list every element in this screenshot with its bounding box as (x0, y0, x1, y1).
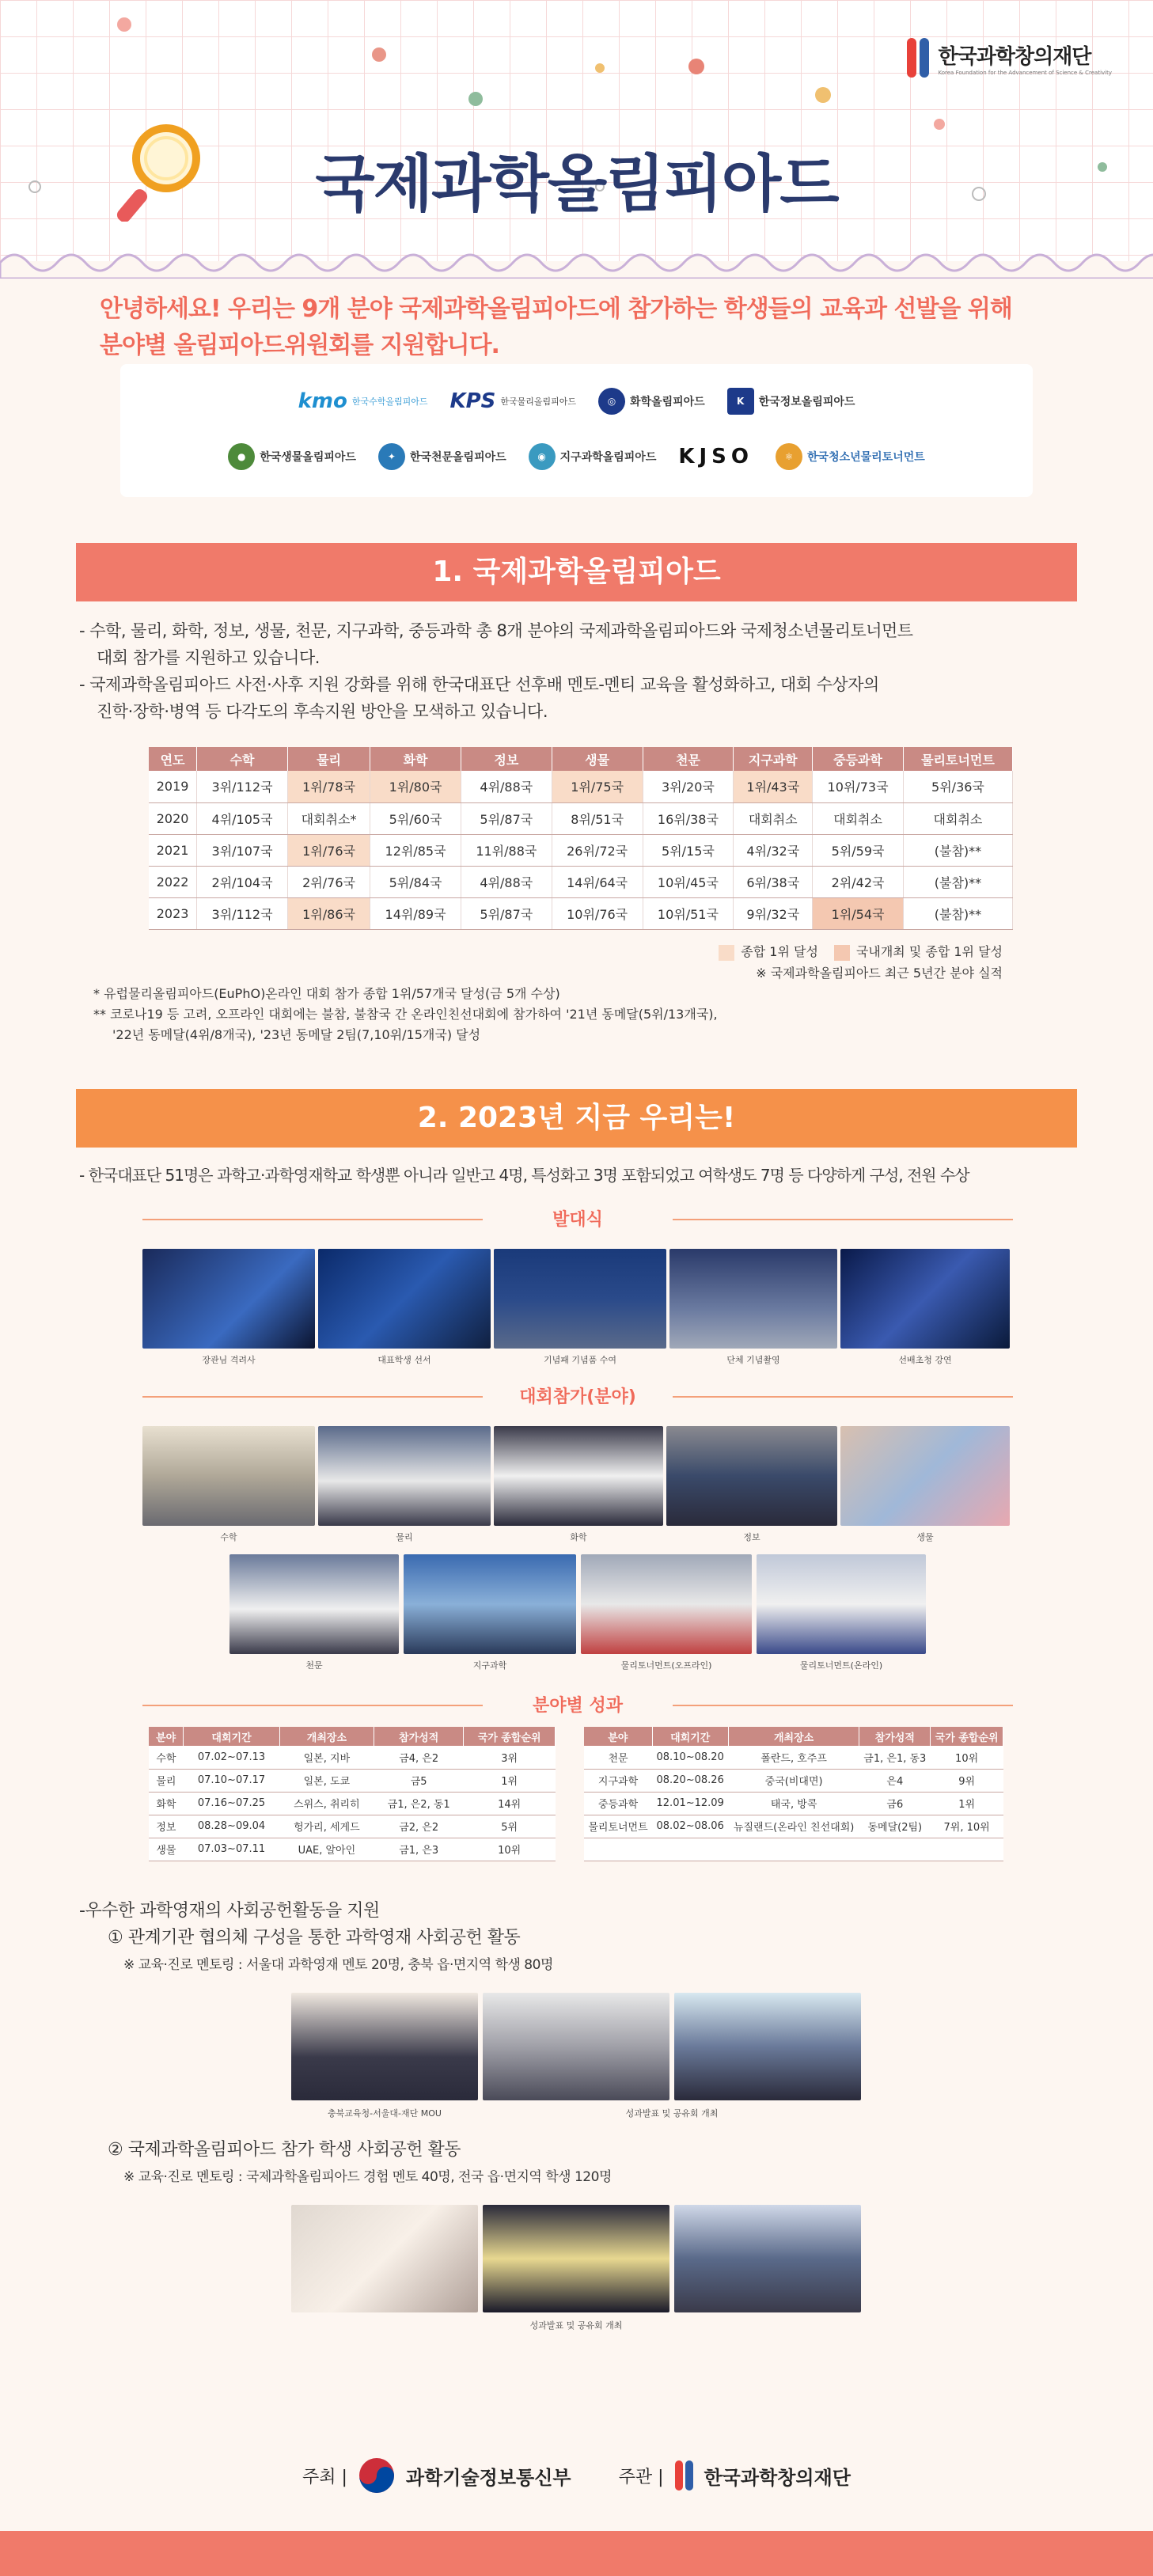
photo (674, 2205, 861, 2312)
org-name: 한국과학창의재단 (938, 44, 1091, 69)
social-title: -우수한 과학영재의 사회공헌활동을 지원 (79, 1901, 380, 1921)
photo (483, 2205, 669, 2312)
photo (674, 1993, 861, 2100)
photo-caption: 천문 (305, 1660, 323, 1671)
photo (669, 1249, 837, 1349)
intro-text (100, 291, 1065, 364)
table-header: 지구과학 (734, 747, 813, 771)
table-row: 2021 3위/107국 1위/76국 12위/85국 11위/88국 26위/72국 5위/15국 4위/32국 5위/59국 (불참)** (149, 834, 1013, 866)
chemistry-logo-icon: ◎ 화학올림피아드 (598, 388, 705, 415)
photo (404, 1554, 576, 1654)
olympiad-logos-panel (120, 364, 1033, 497)
table-row (584, 1838, 1003, 1861)
photo (494, 1249, 666, 1349)
table-row: 중등과학 12.01~12.09 태국, 방콕 금6 1위 (584, 1792, 1003, 1815)
logos-row (120, 443, 1033, 470)
photo-caption: 장관님 격려사 (202, 1355, 256, 1365)
yearly-results-table (149, 747, 1013, 930)
section1-para: - 국제과학올림피아드 사전·사후 지원 강화를 위해 한국대표단 선후배 멘토-멘티 교육을 활성화하고, 대회 수상자의 (79, 675, 879, 694)
earth-science-logo-icon: ◉ 지구과학올림피아드 (529, 443, 657, 470)
legend-note: ※ 국제과학올림피아드 최근 5년간 분야 실적 (756, 966, 1003, 981)
org-sub: Korea Foundation for the Advancement of Science & Creativity (938, 69, 1112, 76)
subhead-results: 분야별 성과 (142, 1692, 1013, 1717)
photo (142, 1426, 315, 1526)
photo (666, 1426, 837, 1526)
decor-dot (468, 92, 483, 106)
photo (229, 1554, 399, 1654)
intro-line: 안녕하세요! 우리는 9개 분야 국제과학올림피아드에 참가하는 학생들의 교육과 선발을 위해 (100, 295, 1012, 323)
decor-dot (117, 17, 131, 32)
footer (0, 2457, 1153, 2494)
table-header: 중등과학 (813, 747, 904, 771)
table-legend (719, 942, 1003, 961)
photo (318, 1249, 491, 1349)
intro-line: 분야별 올림피아드위원회를 지원합니다. (100, 332, 499, 359)
decor-dot (815, 87, 831, 103)
photo-caption: 성과발표 및 공유회 개최 (625, 2108, 719, 2119)
section1-para: - 수학, 물리, 화학, 정보, 생물, 천문, 지구과학, 중등과학 총 8개 분야의 국제과학올림피아드와 국제청소년물리토너먼트 (79, 621, 913, 640)
subhead-launch: 발대식 (142, 1206, 1013, 1231)
photo-caption: 생물 (916, 1532, 934, 1542)
photo (291, 2205, 478, 2312)
table-row: 생물 07.03~07.11 UAE, 알아인 금1, 은3 10위 (149, 1838, 556, 1861)
footer-host-name: 과학기술정보통신부 (405, 2466, 571, 2489)
decor-dot (688, 59, 704, 74)
photo-caption: 물리 (396, 1532, 413, 1542)
photo-caption: 충북교육청-서울대-재단 MOU (328, 2108, 442, 2119)
table-row: 2019 3위/112국 1위/78국 1위/80국 4위/88국 1위/75국 3위/20국 1위/43국 10위/73국 5위/36국 (149, 771, 1013, 802)
photo-caption: 기념패 기념품 수여 (543, 1355, 616, 1365)
taegeuk-icon (358, 2457, 395, 2494)
photo-caption: 화학 (570, 1532, 587, 1542)
photo-caption: 수학 (220, 1532, 237, 1542)
section1-para: 진학·장학·병역 등 다각도의 후속지원 방안을 모색하고 있습니다. (97, 702, 548, 721)
section2-summary: - 한국대표단 51명은 과학고·과학영재학교 학생뿐 아니라 일반고 4명, 특성화고 3명 포함되었고 여학생도 7명 등 다양하게 구성, 전원 수상 (79, 1166, 969, 1185)
footer-org (619, 2460, 851, 2491)
table-row: 지구과학 08.20~08.26 중국(비대면) 은4 9위 (584, 1769, 1003, 1792)
physics-tournament-logo-icon: ⚛ 한국청소년물리토너먼트 (776, 443, 925, 470)
header-wave-divider (0, 247, 1153, 279)
footer-band (0, 2531, 1153, 2576)
photo (757, 1554, 926, 1654)
section1-title: 1. 국제과학올림피아드 (76, 543, 1077, 601)
footnote: '22년 동메달(4위/8개국), '23년 동메달 2팀(7,10위/15개국) 달성 (112, 1027, 481, 1042)
photo (840, 1426, 1010, 1526)
section1-text (79, 617, 1060, 725)
results-table-left (149, 1727, 556, 1861)
section2-title: 2. 2023년 지금 우리는! (76, 1089, 1077, 1148)
decor-dot (595, 63, 605, 73)
table-row: 화학 07.16~07.25 스위스, 취리히 금1, 은2, 동1 14위 (149, 1792, 556, 1815)
table-row: 2020 4위/105국 대회취소* 5위/60국 5위/87국 8위/51국 16위/38국 대회취소 대회취소 대회취소 (149, 802, 1013, 834)
photo (581, 1554, 752, 1654)
table-header: 화학 (370, 747, 461, 771)
photo (142, 1249, 315, 1349)
photo-caption: 정보 (743, 1532, 760, 1542)
social-item-2-note: ※ 교육·진로 멘토링 : 국제과학올림피아드 경험 멘토 40명, 전국 읍·면지역 학생 120명 (123, 2169, 612, 2185)
table-row: 2022 2위/104국 2위/76국 5위/84국 4위/88국 14위/64국 10위/45국 6위/38국 2위/42국 (불참)** (149, 866, 1013, 897)
footnote: ** 코로나19 등 고려, 오프라인 대회에는 불참, 불참국 간 온라인친선대회에 참가하여 '21년 동메달(5위/13개국), (93, 1007, 718, 1022)
kofac-logo-icon (907, 38, 931, 78)
photo-caption: 단체 기념촬영 (726, 1355, 780, 1365)
legend-item: 종합 1위 달성 (719, 942, 818, 961)
informatics-logo-icon: K 한국정보올림피아드 (727, 388, 855, 415)
table-header-row (149, 747, 1013, 771)
table-header: 물리 (287, 747, 370, 771)
kps-logo-icon: KPS 한국물리올림피아드 (449, 389, 577, 413)
social-item-1-note: ※ 교육·진로 멘토링 : 서울대 과학영재 멘토 20명, 충북 읍·면지역 학생 80명 (123, 1957, 553, 1973)
photo-caption: 성과발표 및 공유회 개최 (529, 2320, 623, 2331)
table-header-row: 분야 대회기간 개최장소 참가성적 국가 종합순위 (584, 1727, 1003, 1746)
table-row: 수학 07.02~07.13 일본, 지바 금4, 은2 3위 (149, 1746, 556, 1769)
photo-caption: 선배초청 강연 (898, 1355, 952, 1365)
subhead-competition: 대회참가(분야) (142, 1383, 1013, 1408)
table-row: 물리토너먼트 08.02~08.06 뉴질랜드(온라인 친선대회) 동메달(2팀) 7위, 10위 (584, 1815, 1003, 1838)
table-header: 물리토너먼트 (903, 747, 1012, 771)
kjso-logo-icon: KJSO (678, 445, 754, 469)
section1-para: 대회 참가를 지원하고 있습니다. (97, 648, 320, 667)
decor-dot (372, 47, 386, 62)
table-footnotes (93, 984, 718, 1045)
table-row: 물리 07.10~07.17 일본, 도쿄 금5 1위 (149, 1769, 556, 1792)
page-title: 국제과학올림피아드 (315, 149, 838, 220)
social-item-1: ① 관계기관 협의체 구성을 통한 과학영재 사회공헌 활동 (108, 1928, 521, 1948)
biology-logo-icon: ● 한국생물올림피아드 (228, 443, 356, 470)
decor-dot (934, 119, 945, 130)
photo (291, 1993, 478, 2100)
table-header: 천문 (643, 747, 734, 771)
table-header: 정보 (461, 747, 552, 771)
table-row: 정보 08.28~09.04 헝가리, 세게드 금2, 은2 5위 (149, 1815, 556, 1838)
photo-caption: 지구과학 (472, 1660, 507, 1671)
table-header: 수학 (197, 747, 288, 771)
results-table-right (584, 1727, 1003, 1861)
footer-org-label: 주관 | (618, 2467, 664, 2487)
photo (483, 1993, 669, 2100)
table-row: 2023 3위/112국 1위/86국 14위/89국 5위/87국 10위/76국 10위/51국 9위/32국 1위/54국 (불참)** (149, 897, 1013, 929)
social-item-2: ② 국제과학올림피아드 참가 학생 사회공헌 활동 (108, 2140, 461, 2160)
kmo-logo-icon: kmo 한국수학올림피아드 (298, 389, 428, 413)
table-header: 생물 (552, 747, 643, 771)
footer-host (302, 2457, 571, 2494)
photo (494, 1426, 663, 1526)
table-row: 천문 08.10~08.20 폴란드, 호주프 금1, 은1, 동3 10위 (584, 1746, 1003, 1769)
legend-item: 국내개최 및 종합 1위 달성 (834, 942, 1003, 961)
footnote: * 유럽물리올림피아드(EuPhO)온라인 대회 참가 종합 1위/57개국 달성(금 5개 수상) (93, 986, 560, 1001)
photo-caption: 대표학생 선서 (377, 1355, 431, 1365)
kofac-logo-icon (675, 2460, 693, 2491)
table-header: 연도 (149, 747, 197, 771)
photo-caption: 물리토너먼트(온라인) (799, 1660, 883, 1671)
photo (318, 1426, 491, 1526)
footer-org-name: 한국과학창의재단 (704, 2466, 851, 2489)
table-header-row: 분야 대회기간 개최장소 참가성적 국가 종합순위 (149, 1727, 556, 1746)
photo-caption: 물리토너먼트(오프라인) (620, 1660, 712, 1671)
footer-host-label: 주최 | (302, 2467, 347, 2487)
org-brand-logo (907, 38, 1113, 78)
astronomy-logo-icon: ✦ 한국천문올림피아드 (378, 443, 506, 470)
photo (840, 1249, 1010, 1349)
logos-row (120, 388, 1033, 415)
